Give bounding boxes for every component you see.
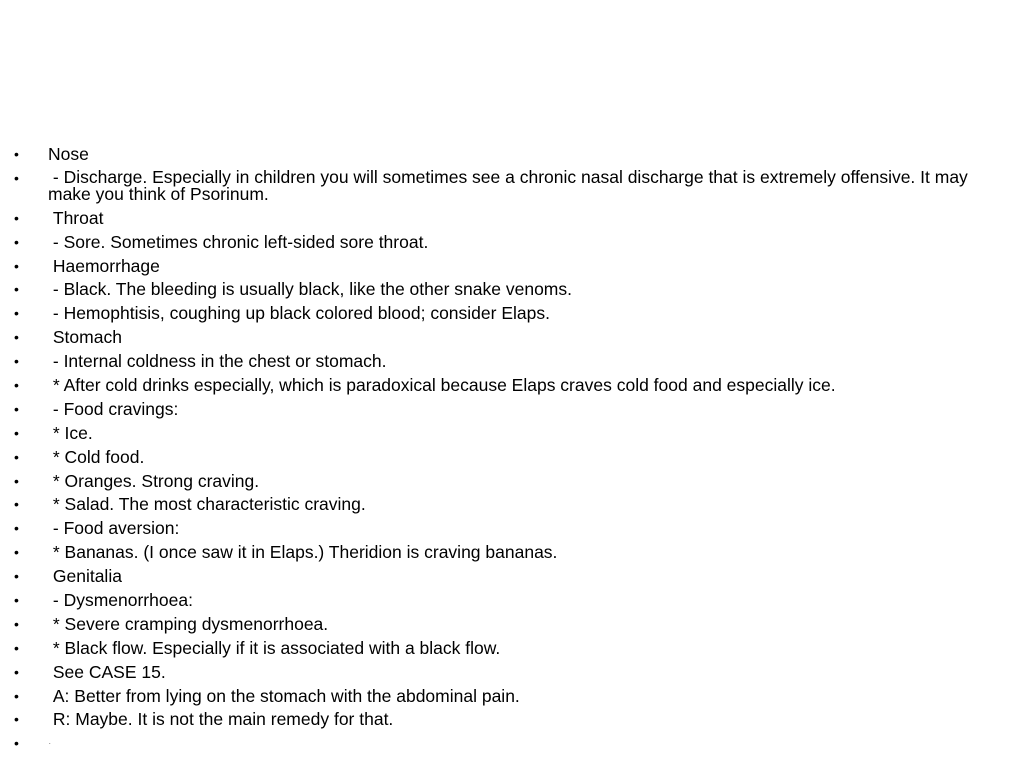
list-item [14, 495, 1004, 513]
list-item-text: * Black flow. Especially if it is associated with a black flow. [48, 637, 501, 658]
bullet-icon: • [14, 305, 19, 322]
bullet-icon: • [14, 353, 19, 370]
list-item [14, 615, 1004, 633]
bullet-icon: • [14, 257, 19, 274]
list-item [14, 734, 1004, 752]
list-item-text: * Ice. [48, 422, 93, 443]
list-item-text: - Black. The bleeding is usually black, like the other snake venoms. [48, 279, 572, 300]
bullet-icon: • [14, 472, 19, 489]
list-item-text: * Severe cramping dysmenorrhoea. [48, 613, 329, 634]
list-item [14, 304, 1004, 322]
list-item [14, 352, 1004, 370]
list-item [14, 328, 1004, 346]
list-item [14, 519, 1004, 537]
list-item [14, 448, 1004, 466]
list-item [14, 639, 1004, 657]
list-item-text: - Food aversion: [48, 518, 180, 539]
list-item [14, 687, 1004, 705]
list-item [14, 145, 1004, 163]
bullet-icon: • [14, 448, 19, 465]
list-item [14, 209, 1004, 227]
bullet-icon: • [14, 687, 19, 704]
list-item-text: R: Maybe. It is not the main remedy for that. [48, 709, 394, 730]
list-item-text: Stomach [48, 327, 122, 348]
bullet-icon: • [14, 663, 19, 680]
list-item-text: Throat [48, 207, 104, 228]
bullet-icon: • [14, 639, 19, 656]
list-item [14, 663, 1004, 681]
list-item-text: A: Better from lying on the stomach with the abdominal pain. [48, 685, 520, 706]
bullet-list [14, 145, 1004, 758]
list-item-text: * Oranges. Strong craving. [48, 470, 260, 491]
list-item [14, 424, 1004, 442]
bullet-icon: • [14, 568, 19, 585]
bullet-icon: • [14, 377, 19, 394]
list-item-text: - Internal coldness in the chest or stomach. [48, 351, 387, 372]
list-item-text: - Food cravings: [48, 398, 179, 419]
bullet-icon: • [14, 496, 19, 513]
list-item-text: . [49, 740, 51, 747]
list-item [14, 280, 1004, 298]
list-item [14, 376, 1004, 394]
bullet-icon: • [14, 329, 19, 346]
list-item-text: * Bananas. (I once saw it in Elaps.) Theridion is craving bananas. [48, 542, 558, 563]
bullet-icon: • [14, 146, 19, 162]
bullet-icon: • [14, 400, 19, 417]
bullet-icon: • [14, 169, 19, 186]
list-item-text: - Hemophtisis, coughing up black colored blood; consider Elaps. [48, 303, 550, 324]
list-item [14, 257, 1004, 275]
bullet-icon: • [14, 281, 19, 298]
list-item [14, 400, 1004, 418]
list-item-text: * After cold drinks especially, which is paradoxical because Elaps craves cold food and especially ice. [48, 375, 836, 396]
list-item [14, 567, 1004, 585]
bullet-icon: • [14, 209, 19, 226]
bullet-icon: • [14, 592, 19, 609]
list-item-text: Genitalia [48, 566, 122, 587]
list-item [14, 543, 1004, 561]
list-item [14, 591, 1004, 609]
list-item-text: Nose [48, 144, 89, 164]
list-item-text: * Cold food. [48, 446, 145, 467]
list-item-text: * Salad. The most characteristic craving. [48, 494, 366, 515]
bullet-icon: • [14, 233, 19, 250]
bullet-icon: • [14, 615, 19, 632]
bullet-icon: • [14, 544, 19, 561]
list-item [14, 233, 1004, 251]
list-item-text: - Discharge. Especially in children you will sometimes see a chronic nasal discharge that is extremely offensive. It may make you think of Psorinum. [48, 166, 973, 204]
list-item [14, 166, 1004, 204]
list-item-text: Haemorrhage [48, 255, 160, 276]
list-item-text: - Sore. Sometimes chronic left-sided sore throat. [48, 231, 429, 252]
list-item-text: - Dysmenorrhoea: [48, 590, 193, 611]
bullet-icon: • [14, 424, 19, 441]
bullet-icon: • [14, 520, 19, 537]
list-item [14, 472, 1004, 490]
list-item-text: See CASE 15. [48, 661, 166, 682]
bullet-icon: • [14, 711, 19, 728]
list-item [14, 710, 1004, 728]
bullet-icon: • [14, 735, 19, 752]
